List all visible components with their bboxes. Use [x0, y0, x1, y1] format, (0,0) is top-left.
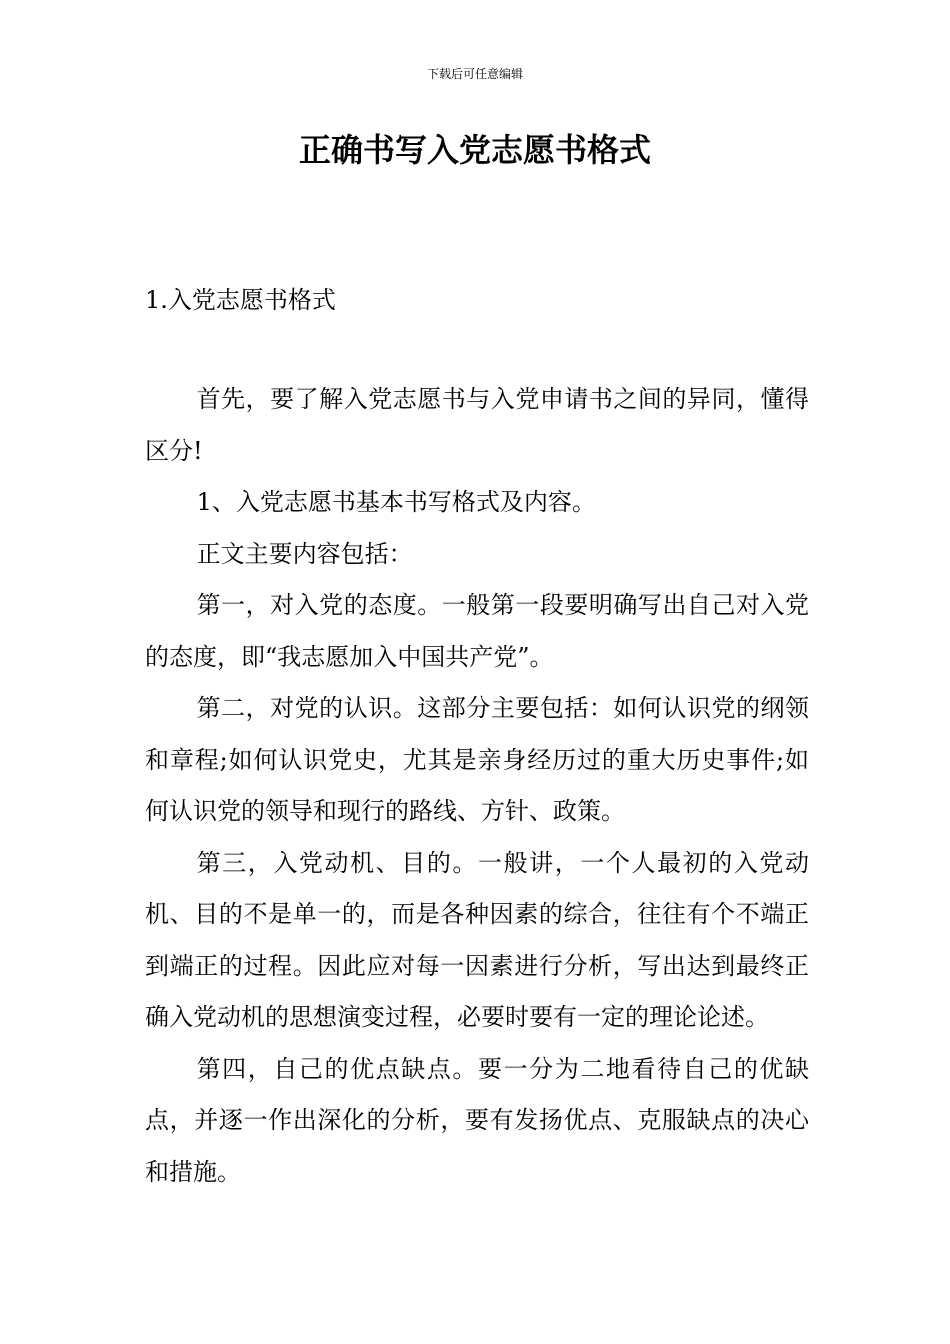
paragraph-format-heading: 1、入党志愿书基本书写格式及内容。 [196, 488, 596, 516]
document-title: 正确书写入党志愿书格式 [298, 131, 651, 169]
paragraph-attitude: 第一，对入党的态度。一般第一段要明确写出自己对入党的态度，即“我志愿加入中国共产党”。 [145, 591, 809, 671]
paragraph-strengths-weaknesses: 第四，自己的优点缺点。要一分为二地看待自己的优缺点，并逐一作出深化的分析，要有发扬优点、克服缺点的决心和措施。 [145, 1054, 809, 1186]
paragraph-intro: 首先，要了解入党志愿书与入党申请书之间的异同，懂得区分! [145, 385, 809, 465]
paragraph-motivation: 第三，入党动机、目的。一般讲，一个人最初的入党动机、目的不是单一的，而是各种因素的综合，往往有个不端正到端正的过程。因此应对每一因素进行分析，写出达到最终正确入党动机的思想演变过程，必要时要有一定的理论论述。 [145, 848, 809, 1031]
header-note: 下载后可任意编辑 [426, 67, 523, 81]
document-body [145, 374, 809, 1198]
paragraph-understanding: 第二，对党的认识。这部分主要包括：如何认识党的纲领和章程;如何认识党史，尤其是亲身经历过的重大历史事件;如何认识党的领导和现行的路线、方针、政策。 [145, 694, 809, 825]
section-heading: 1.入党志愿书格式 [145, 286, 336, 314]
paragraph-content-intro: 正文主要内容包括： [196, 539, 413, 568]
